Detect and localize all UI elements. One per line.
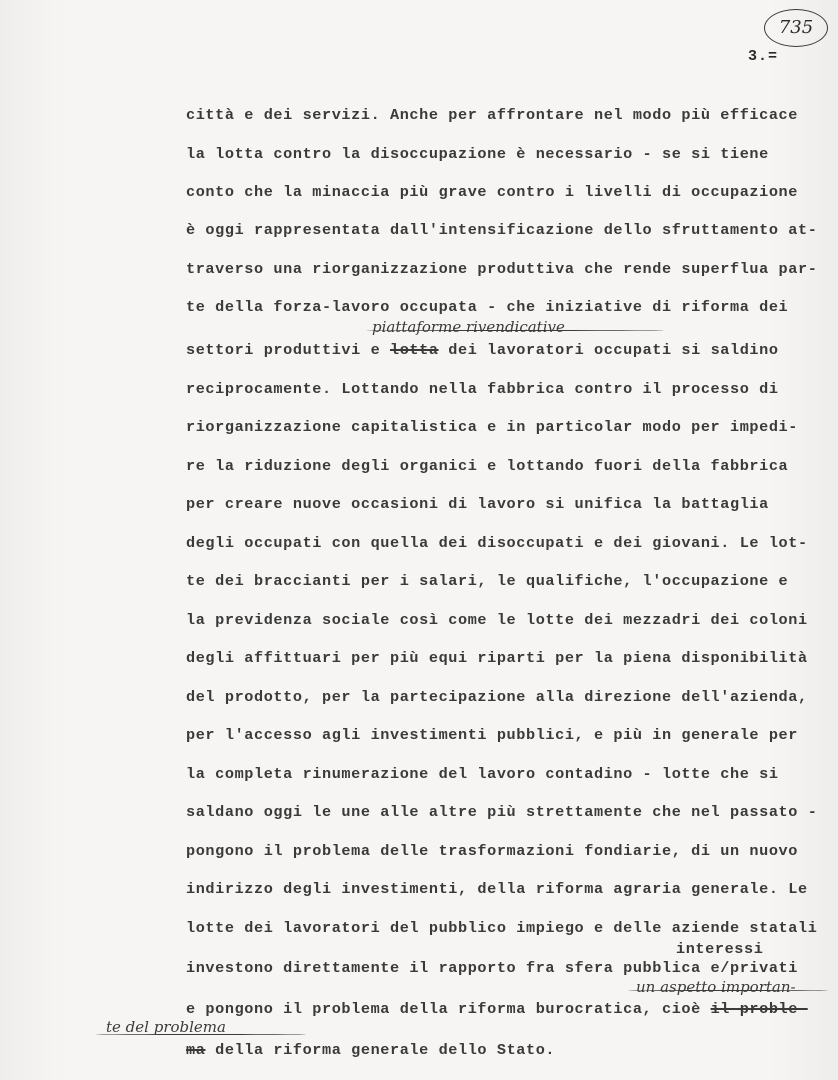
text-line: per creare nuove occasioni di lavoro si unifica la battaglia bbox=[186, 495, 769, 513]
handwritten-insertion: un aspetto importan- bbox=[636, 978, 796, 996]
text-line: reciprocamente. Lottando nella fabbrica contro il processo di bbox=[186, 380, 779, 398]
insertion-stroke bbox=[96, 1034, 306, 1035]
text-line: traverso una riorganizzazione produttiva che rende superflua par- bbox=[186, 260, 818, 278]
text-line: te dei braccianti per i salari, le qualifiche, l'occupazione e bbox=[186, 572, 789, 590]
handwritten-margin-note: te del problema bbox=[106, 1018, 226, 1036]
text-line: città e dei servizi. Anche per affrontare nel modo più efficace bbox=[186, 106, 798, 124]
text-fragment: e pongono il problema della riforma burocratica, cioè bbox=[186, 1000, 711, 1018]
text-line: la completa rinumerazione del lavoro contadino - lotte che si bbox=[186, 765, 779, 783]
struck-word: il proble- bbox=[710, 1000, 808, 1018]
text-fragment: dei lavoratori occupati si saldino bbox=[438, 341, 779, 359]
text-line: degli occupati con quella dei disoccupati e dei giovani. Le lot- bbox=[186, 534, 808, 552]
text-line-pongono bbox=[186, 1000, 808, 1018]
insertion-stroke bbox=[366, 330, 664, 331]
archive-number-circle: 735 bbox=[764, 9, 828, 47]
text-fragment: settori produttivi e bbox=[186, 341, 390, 359]
text-line: la lotta contro la disoccupazione è necessario - se si tiene bbox=[186, 145, 769, 163]
handwritten-insertion: piattaforme rivendicative bbox=[372, 318, 565, 336]
text-line-settori bbox=[186, 341, 779, 359]
text-line: indirizzo degli investimenti, della riforma agraria generale. Le bbox=[186, 880, 808, 898]
text-line-last bbox=[186, 1041, 555, 1059]
text-line: la previdenza sociale così come le lotte dei mezzadri dei coloni bbox=[186, 611, 808, 629]
struck-word: lotta bbox=[390, 341, 439, 359]
text-line: investono direttamente il rapporto fra sfera pubblica e/privati bbox=[186, 959, 798, 977]
insertion-stroke bbox=[628, 990, 828, 991]
struck-word: ma bbox=[186, 1041, 206, 1059]
text-line: pongono il problema delle trasformazioni fondiarie, di un nuovo bbox=[186, 842, 798, 860]
text-line: conto che la minaccia più grave contro i livelli di occupazione bbox=[186, 183, 798, 201]
page-number: 3.= bbox=[748, 48, 779, 65]
text-fragment: della riforma generale dello Stato. bbox=[205, 1041, 556, 1059]
text-line: riorganizzazione capitalistica e in particolar modo per impedi- bbox=[186, 418, 798, 436]
text-line: te della forza-lavoro occupata - che iniziative di riforma dei bbox=[186, 298, 789, 316]
text-line: degli affittuari per più equi riparti per la piena disponibilità bbox=[186, 649, 808, 667]
text-line: del prodotto, per la partecipazione alla direzione dell'azienda, bbox=[186, 688, 808, 706]
text-line: lotte dei lavoratori del pubblico impiego e delle aziende statali bbox=[186, 919, 818, 937]
typed-insertion: interessi bbox=[676, 940, 764, 958]
text-line: è oggi rappresentata dall'intensificazione dello sfruttamento at- bbox=[186, 221, 818, 239]
text-line: per l'accesso agli investimenti pubblici, e più in generale per bbox=[186, 726, 798, 744]
text-line: saldano oggi le une alle altre più strettamente che nel passato - bbox=[186, 803, 818, 821]
text-line: re la riduzione degli organici e lottando fuori della fabbrica bbox=[186, 457, 789, 475]
